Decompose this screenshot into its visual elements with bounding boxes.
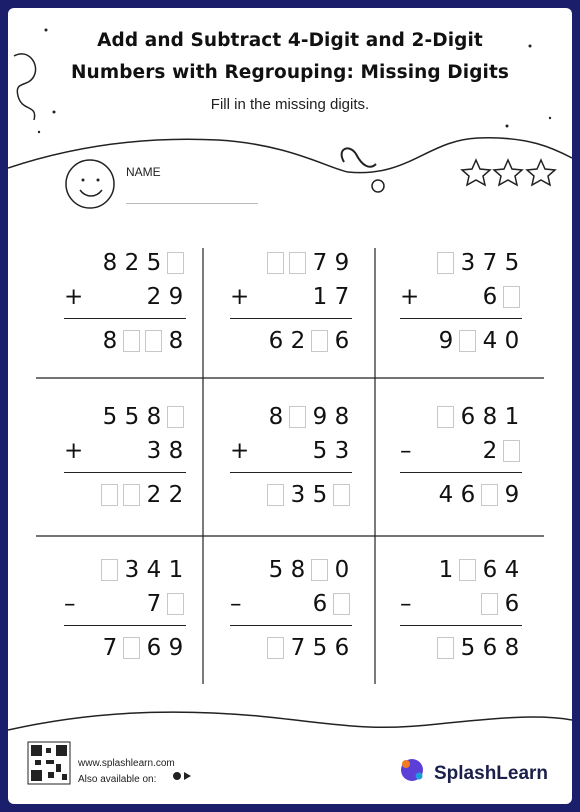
- minus-sign: –: [400, 438, 412, 464]
- digit: 8: [146, 404, 162, 430]
- digit: 3: [334, 438, 350, 464]
- missing-digit-box[interactable]: [503, 286, 520, 308]
- bottom-number: [478, 436, 522, 466]
- answer-number: [434, 633, 522, 663]
- plus-sign: +: [230, 284, 250, 310]
- digit: 8: [482, 404, 498, 430]
- digit: 6: [460, 404, 476, 430]
- missing-digit-box[interactable]: [437, 637, 454, 659]
- digit: 3: [290, 482, 306, 508]
- missing-digit-box[interactable]: [267, 252, 284, 274]
- sum-line: [230, 472, 352, 473]
- answer-number: [434, 480, 522, 510]
- answer-number: [98, 633, 186, 663]
- answer-number: [434, 326, 522, 356]
- problem-6: [400, 400, 522, 520]
- sum-line: [64, 318, 186, 319]
- digit: 8: [102, 328, 118, 354]
- bottom-number: [308, 589, 352, 619]
- digit: 3: [124, 557, 140, 583]
- top-number: [434, 555, 522, 585]
- digit: 9: [334, 250, 350, 276]
- answer-number: [264, 633, 352, 663]
- name-label: NAME: [126, 165, 161, 179]
- sum-line: [400, 625, 522, 626]
- sum-line: [400, 472, 522, 473]
- sum-line: [230, 625, 352, 626]
- answer-number: [264, 326, 352, 356]
- digit: 1: [438, 557, 454, 583]
- digit: 6: [268, 328, 284, 354]
- digit: 3: [460, 250, 476, 276]
- bottom-number: [478, 282, 522, 312]
- missing-digit-box[interactable]: [437, 252, 454, 274]
- digit: 8: [504, 635, 520, 661]
- digit: 7: [334, 284, 350, 310]
- digit: 8: [268, 404, 284, 430]
- digit: 4: [146, 557, 162, 583]
- digit: 7: [102, 635, 118, 661]
- missing-digit-box[interactable]: [333, 484, 350, 506]
- worksheet-page: [8, 8, 572, 804]
- top-number: [98, 555, 186, 585]
- digit: 6: [312, 591, 328, 617]
- digit: 5: [504, 250, 520, 276]
- digit: 7: [290, 635, 306, 661]
- rating-stars-icon: [462, 160, 555, 185]
- digit: 6: [460, 482, 476, 508]
- digit: 9: [312, 404, 328, 430]
- minus-sign: –: [64, 591, 76, 617]
- problem-2: [230, 246, 352, 366]
- top-number: [264, 555, 352, 585]
- digit: 1: [168, 557, 184, 583]
- digit: 3: [146, 438, 162, 464]
- problem-3: [400, 246, 522, 366]
- plus-sign: +: [64, 284, 84, 310]
- worksheet-title-line2: Numbers with Regrouping: Missing Digits: [70, 62, 510, 83]
- digit: 4: [482, 328, 498, 354]
- missing-digit-box[interactable]: [311, 559, 328, 581]
- missing-digit-box[interactable]: [459, 559, 476, 581]
- sum-line: [64, 472, 186, 473]
- digit: 5: [146, 250, 162, 276]
- bottom-number: [142, 589, 186, 619]
- digit: 8: [102, 250, 118, 276]
- digit: 5: [460, 635, 476, 661]
- digit: 6: [146, 635, 162, 661]
- problem-5: [230, 400, 352, 520]
- top-number: [264, 402, 352, 432]
- smiley-icon: [66, 160, 114, 208]
- splashlearn-logo-icon: [401, 759, 423, 781]
- top-number: [98, 248, 186, 278]
- digit: 7: [482, 250, 498, 276]
- digit: 2: [482, 438, 498, 464]
- problem-1: [64, 246, 186, 366]
- brand-name: SplashLearn: [434, 763, 549, 784]
- digit: 6: [334, 328, 350, 354]
- app-store-icons: [173, 772, 191, 780]
- digit: 9: [438, 328, 454, 354]
- digit: 1: [312, 284, 328, 310]
- digit: 8: [168, 438, 184, 464]
- problem-7: [64, 553, 186, 673]
- digit: 5: [102, 404, 118, 430]
- digit: 9: [504, 482, 520, 508]
- footer-url[interactable]: www.splashlearn.com: [78, 758, 175, 769]
- digit: 8: [290, 557, 306, 583]
- digit: 2: [124, 250, 140, 276]
- name-input-line[interactable]: [126, 203, 258, 204]
- missing-digit-box[interactable]: [289, 252, 306, 274]
- missing-digit-box[interactable]: [167, 252, 184, 274]
- plus-sign: +: [64, 438, 84, 464]
- missing-digit-box[interactable]: [437, 406, 454, 428]
- digit: 8: [334, 404, 350, 430]
- digit: 2: [290, 328, 306, 354]
- digit: 2: [146, 284, 162, 310]
- digit: 2: [146, 482, 162, 508]
- qr-code-icon: [28, 742, 70, 784]
- digit: 5: [312, 438, 328, 464]
- digit: 6: [504, 591, 520, 617]
- answer-number: [264, 480, 352, 510]
- top-number: [434, 248, 522, 278]
- missing-digit-box[interactable]: [101, 559, 118, 581]
- digit: 0: [504, 328, 520, 354]
- missing-digit-box[interactable]: [481, 484, 498, 506]
- minus-sign: –: [400, 591, 412, 617]
- problem-8: [230, 553, 352, 673]
- sum-line: [64, 625, 186, 626]
- bottom-number: [308, 436, 352, 466]
- problem-9: [400, 553, 522, 673]
- missing-digit-box[interactable]: [459, 330, 476, 352]
- missing-digit-box[interactable]: [167, 406, 184, 428]
- digit: 2: [168, 482, 184, 508]
- digit: 6: [482, 284, 498, 310]
- plus-sign: +: [400, 284, 420, 310]
- bottom-number: [142, 282, 186, 312]
- top-number: [98, 402, 186, 432]
- missing-digit-box[interactable]: [167, 593, 184, 615]
- answer-number: [98, 326, 186, 356]
- problem-4: [64, 400, 186, 520]
- missing-digit-box[interactable]: [145, 330, 162, 352]
- digit: 5: [124, 404, 140, 430]
- top-number: [434, 402, 522, 432]
- digit: 4: [504, 557, 520, 583]
- missing-digit-box[interactable]: [333, 593, 350, 615]
- missing-digit-box[interactable]: [123, 637, 140, 659]
- digit: 6: [482, 635, 498, 661]
- digit: 5: [268, 557, 284, 583]
- missing-digit-box[interactable]: [289, 406, 306, 428]
- missing-digit-box[interactable]: [267, 484, 284, 506]
- missing-digit-box[interactable]: [101, 484, 118, 506]
- bottom-number: [478, 589, 522, 619]
- instruction-text: Fill in the missing digits.: [210, 96, 370, 113]
- sum-line: [230, 318, 352, 319]
- digit: 7: [312, 250, 328, 276]
- missing-digit-box[interactable]: [311, 330, 328, 352]
- bottom-number: [308, 282, 352, 312]
- digit: 9: [168, 284, 184, 310]
- sum-line: [400, 318, 522, 319]
- digit: 5: [312, 482, 328, 508]
- digit: 7: [146, 591, 162, 617]
- missing-digit-box[interactable]: [123, 330, 140, 352]
- missing-digit-box[interactable]: [267, 637, 284, 659]
- footer-available-text: Also available on:: [78, 774, 157, 785]
- missing-digit-box[interactable]: [481, 593, 498, 615]
- answer-number: [98, 480, 186, 510]
- digit: 1: [504, 404, 520, 430]
- plus-sign: +: [230, 438, 250, 464]
- digit: 0: [334, 557, 350, 583]
- digit: 6: [334, 635, 350, 661]
- missing-digit-box[interactable]: [503, 440, 520, 462]
- bottom-number: [142, 436, 186, 466]
- minus-sign: –: [230, 591, 242, 617]
- digit: 9: [168, 635, 184, 661]
- digit: 5: [312, 635, 328, 661]
- digit: 8: [168, 328, 184, 354]
- digit: 4: [438, 482, 454, 508]
- missing-digit-box[interactable]: [123, 484, 140, 506]
- worksheet-title-line1: Add and Subtract 4-Digit and 2-Digit: [97, 30, 483, 51]
- top-number: [264, 248, 352, 278]
- digit: 6: [482, 557, 498, 583]
